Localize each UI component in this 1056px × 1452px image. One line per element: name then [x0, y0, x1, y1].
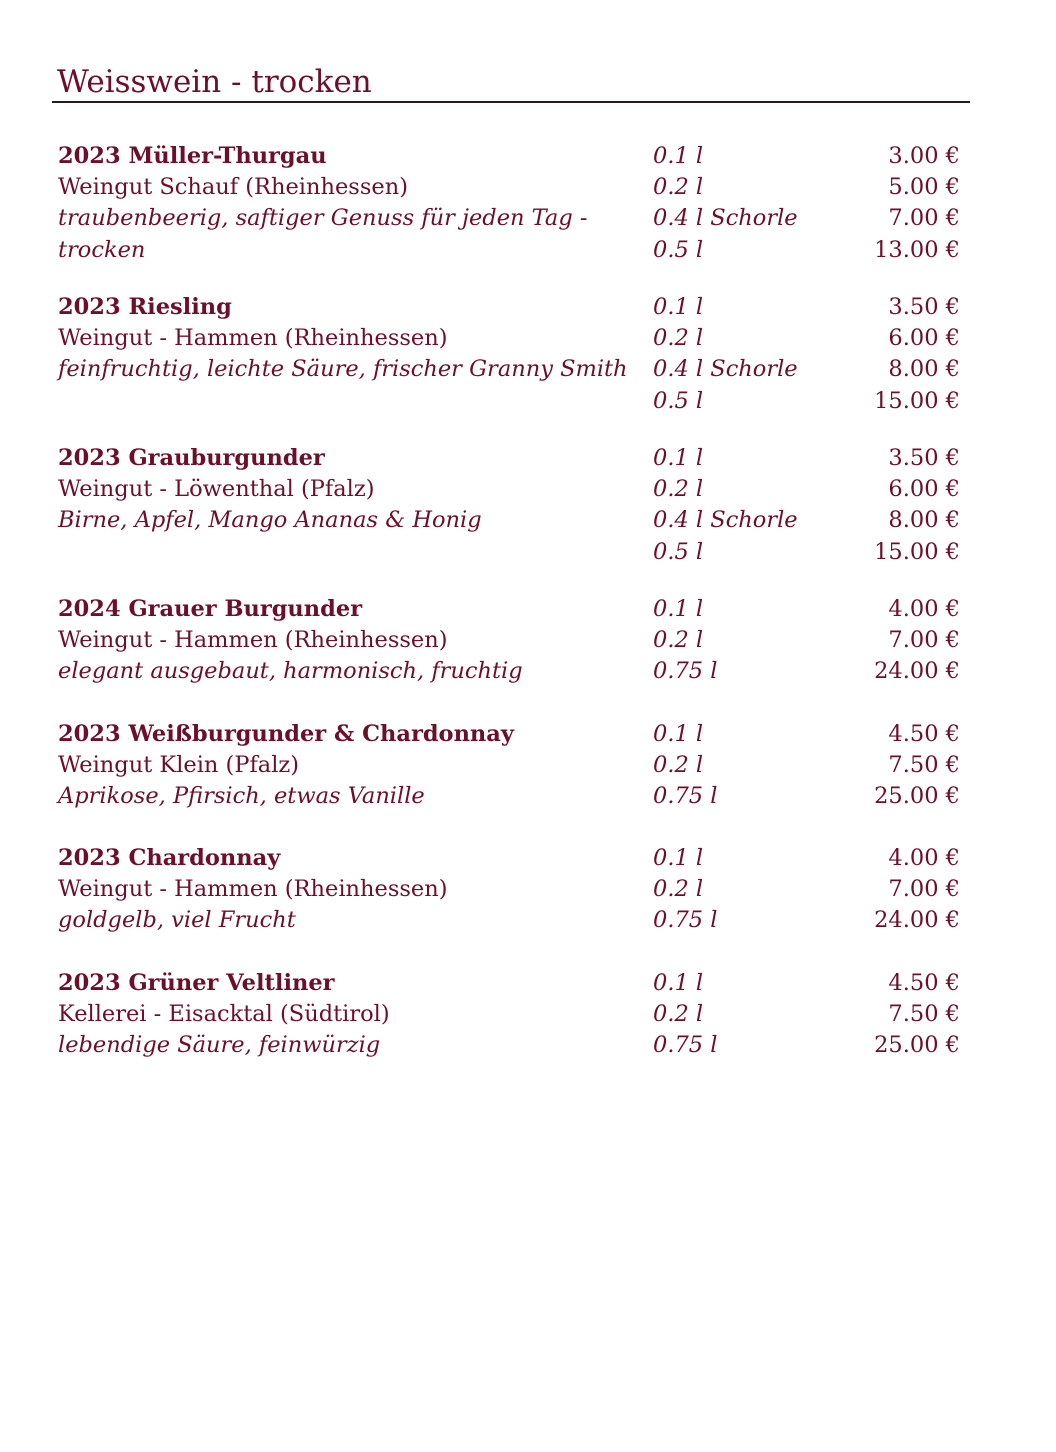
wine-description: Aprikose, Pfirsich, etwas Vanille: [58, 783, 425, 809]
winery-name: Weingut Klein (Pfalz): [58, 752, 300, 778]
price: 4.00 €: [888, 596, 960, 622]
serving-size: 0.2 l: [653, 1001, 704, 1027]
price: 24.00 €: [874, 658, 960, 684]
serving-size: 0.75 l: [653, 783, 718, 809]
wine-name: 2023 Grüner Veltliner: [58, 970, 335, 996]
wine-line: [0, 292, 1056, 323]
serving-size: 0.2 l: [653, 325, 704, 351]
serving-size: 0.75 l: [653, 658, 718, 684]
wine-line: [0, 386, 1056, 417]
wine-line: [0, 505, 1056, 536]
serving-size: 0.2 l: [653, 752, 704, 778]
price: 15.00 €: [874, 388, 960, 414]
wine-line: [0, 781, 1056, 812]
wine-line: [0, 537, 1056, 568]
price: 7.50 €: [888, 752, 960, 778]
price: 5.00 €: [888, 174, 960, 200]
price: 25.00 €: [874, 783, 960, 809]
serving-size: 0.2 l: [653, 476, 704, 502]
wine-line: [0, 656, 1056, 687]
serving-size: 0.1 l: [653, 970, 704, 996]
serving-size: 0.5 l: [653, 539, 704, 565]
price: 3.50 €: [888, 445, 960, 471]
wine-line: [0, 474, 1056, 505]
serving-size: 0.2 l: [653, 174, 704, 200]
wine-description: goldgelb, viel Frucht: [58, 907, 296, 933]
wine-line: [0, 719, 1056, 750]
serving-size: 0.2 l: [653, 876, 704, 902]
wine-line: [0, 141, 1056, 172]
winery-name: Weingut - Hammen (Rheinhessen): [58, 876, 448, 902]
serving-size: 0.1 l: [653, 294, 704, 320]
wine-description: Birne, Apfel, Mango Ananas & Honig: [58, 507, 482, 533]
price: 15.00 €: [874, 539, 960, 565]
winery-name: Weingut - Hammen (Rheinhessen): [58, 627, 448, 653]
wine-line: [0, 968, 1056, 999]
wine-line: [0, 1030, 1056, 1061]
price: 3.50 €: [888, 294, 960, 320]
wine-line: [0, 999, 1056, 1030]
price: 3.00 €: [888, 143, 960, 169]
price: 24.00 €: [874, 907, 960, 933]
winery-name: Kellerei - Eisacktal (Südtirol): [58, 1001, 390, 1027]
wine-line: [0, 750, 1056, 781]
serving-size: 0.5 l: [653, 388, 704, 414]
price: 4.50 €: [888, 721, 960, 747]
serving-size: 0.4 l Schorle: [653, 356, 798, 382]
section-title: Weisswein - trocken: [57, 64, 372, 100]
serving-size: 0.2 l: [653, 627, 704, 653]
serving-size: 0.1 l: [653, 845, 704, 871]
serving-size: 0.4 l Schorle: [653, 507, 798, 533]
price: 7.00 €: [888, 627, 960, 653]
title-underline: [52, 101, 970, 103]
wine-name: 2023 Riesling: [58, 294, 232, 320]
serving-size: 0.75 l: [653, 1032, 718, 1058]
wine-line: [0, 594, 1056, 625]
price: 6.00 €: [888, 476, 960, 502]
winery-name: Weingut - Hammen (Rheinhessen): [58, 325, 448, 351]
serving-size: 0.1 l: [653, 596, 704, 622]
price: 6.00 €: [888, 325, 960, 351]
price: 7.00 €: [888, 876, 960, 902]
wine-name: 2023 Weißburgunder & Chardonnay: [58, 721, 514, 747]
price: 8.00 €: [888, 507, 960, 533]
serving-size: 0.75 l: [653, 907, 718, 933]
wine-description: traubenbeerig, saftiger Genuss für jeden Tag -: [58, 205, 588, 231]
serving-size: 0.4 l Schorle: [653, 205, 798, 231]
wine-line: [0, 235, 1056, 266]
price: 4.50 €: [888, 970, 960, 996]
winery-name: Weingut Schauf (Rheinhessen): [58, 174, 408, 200]
wine-description: feinfruchtig, leichte Säure, frischer Granny Smith: [58, 356, 628, 382]
winery-name: Weingut - Löwenthal (Pfalz): [58, 476, 375, 502]
wine-line: [0, 843, 1056, 874]
serving-size: 0.1 l: [653, 143, 704, 169]
price: 4.00 €: [888, 845, 960, 871]
wine-line: [0, 354, 1056, 385]
serving-size: 0.5 l: [653, 237, 704, 263]
wine-name: 2024 Grauer Burgunder: [58, 596, 363, 622]
price: 7.50 €: [888, 1001, 960, 1027]
wine-line: [0, 203, 1056, 234]
wine-line: [0, 323, 1056, 354]
price: 7.00 €: [888, 205, 960, 231]
serving-size: 0.1 l: [653, 445, 704, 471]
wine-description: lebendige Säure, feinwürzig: [58, 1032, 381, 1058]
wine-name: 2023 Chardonnay: [58, 845, 281, 871]
wine-description: trocken: [58, 237, 146, 263]
price: 25.00 €: [874, 1032, 960, 1058]
wine-name: 2023 Grauburgunder: [58, 445, 325, 471]
wine-description: elegant ausgebaut, harmonisch, fruchtig: [58, 658, 523, 684]
wine-line: [0, 905, 1056, 936]
price: 8.00 €: [888, 356, 960, 382]
wine-line: [0, 172, 1056, 203]
wine-line: [0, 625, 1056, 656]
price: 13.00 €: [874, 237, 960, 263]
serving-size: 0.1 l: [653, 721, 704, 747]
wine-line: [0, 443, 1056, 474]
wine-line: [0, 874, 1056, 905]
wine-name: 2023 Müller-Thurgau: [58, 143, 327, 169]
